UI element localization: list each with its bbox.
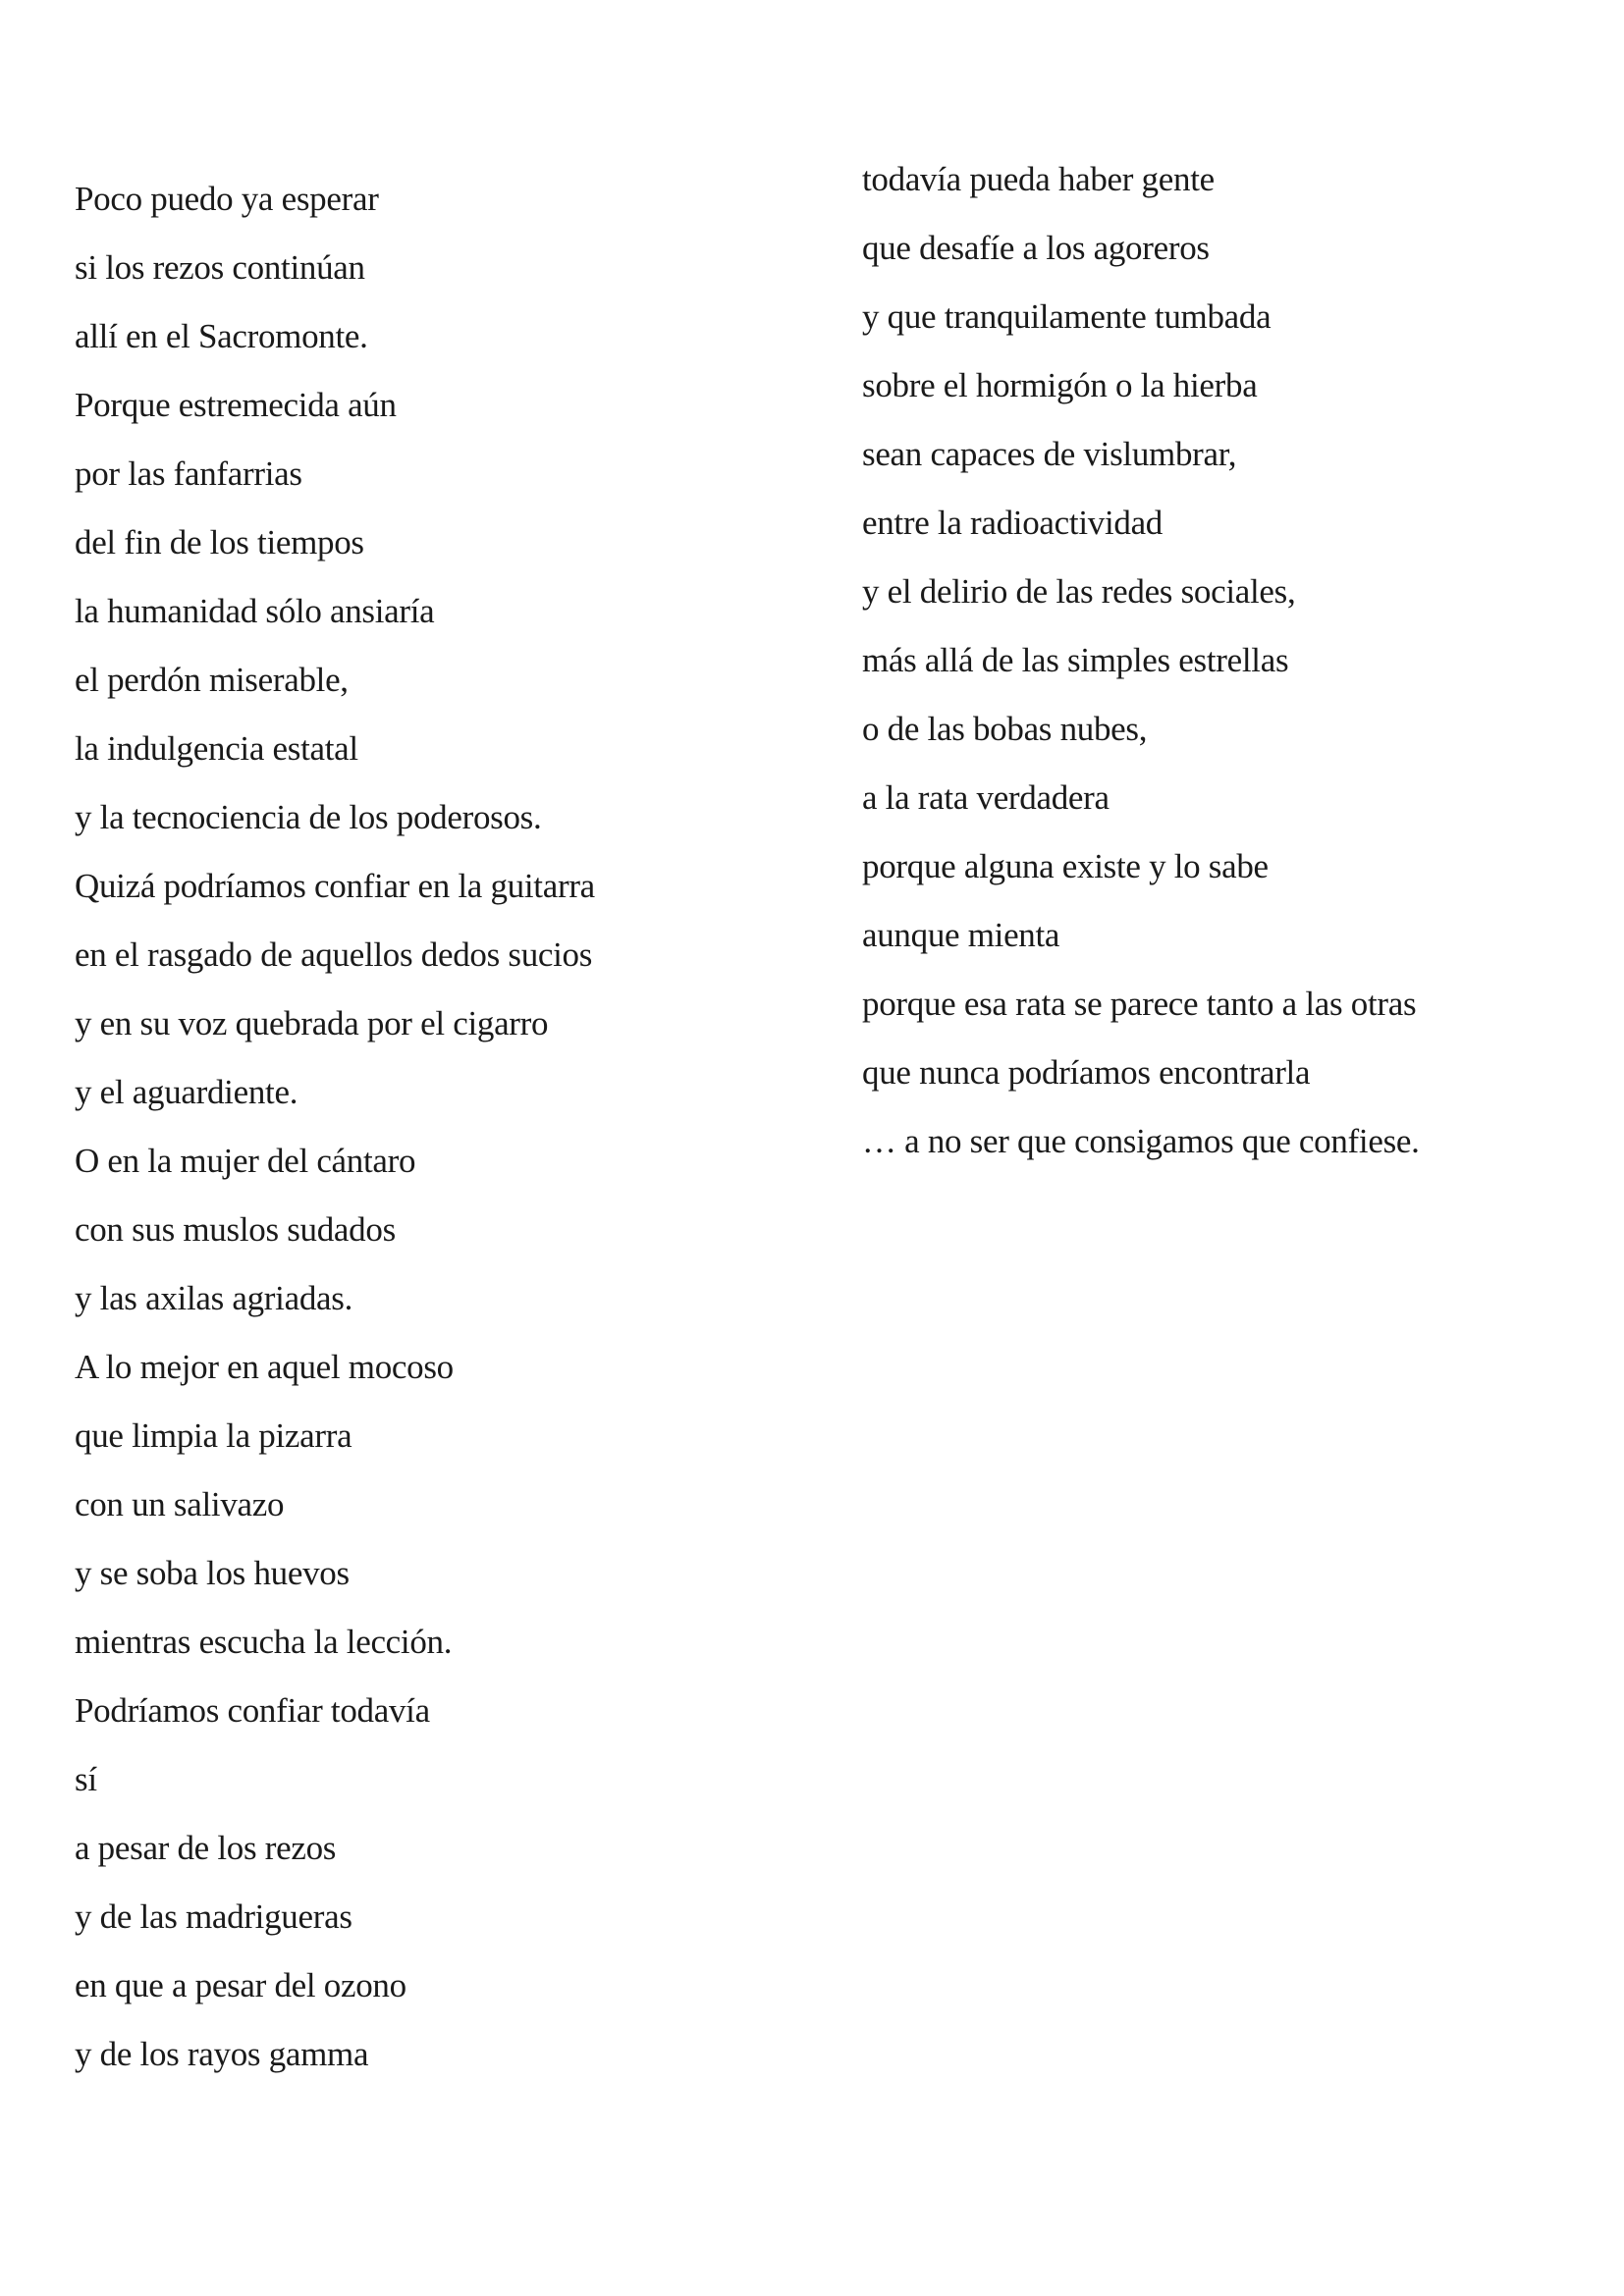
poem-line: O en la mujer del cántaro bbox=[75, 1142, 416, 1180]
poem-line: sean capaces de vislumbrar, bbox=[862, 435, 1237, 473]
poem-line: y de las madrigueras bbox=[75, 1897, 352, 1936]
poem-line: que limpia la pizarra bbox=[75, 1416, 352, 1455]
poem-line: y el delirio de las redes sociales, bbox=[862, 572, 1296, 611]
poem-line: a la rata verdadera bbox=[862, 778, 1110, 817]
poem-line: del fin de los tiempos bbox=[75, 523, 364, 561]
poem-line: todavía pueda haber gente bbox=[862, 160, 1215, 198]
poem-line: entre la radioactividad bbox=[862, 504, 1163, 542]
poem-line: sobre el hormigón o la hierba bbox=[862, 366, 1258, 404]
poem-line: y en su voz quebrada por el cigarro bbox=[75, 1004, 549, 1042]
poem-line: mientras escucha la lección. bbox=[75, 1623, 453, 1661]
poem-line: allí en el Sacromonte. bbox=[75, 317, 368, 355]
poem-line: y la tecnociencia de los poderosos. bbox=[75, 798, 542, 836]
poem-column-right bbox=[862, 145, 1420, 1176]
poem-line: y de los rayos gamma bbox=[75, 2035, 369, 2073]
poem-line: … a no ser que consigamos que confiese. bbox=[862, 1122, 1420, 1160]
poem-line: Quizá podríamos confiar en la guitarra bbox=[75, 867, 595, 905]
poem-line: que nunca podríamos encontrarla bbox=[862, 1053, 1311, 1092]
poem-line: y el aguardiente. bbox=[75, 1073, 298, 1111]
poem-line: y las axilas agriadas. bbox=[75, 1279, 353, 1317]
poem-line: con sus muslos sudados bbox=[75, 1210, 396, 1249]
poem-line: Poco puedo ya esperar bbox=[75, 180, 379, 218]
poem-line: porque alguna existe y lo sabe bbox=[862, 847, 1269, 885]
poem-line: en que a pesar del ozono bbox=[75, 1966, 406, 2004]
poem-line: Porque estremecida aún bbox=[75, 386, 397, 424]
poem-line: sí bbox=[75, 1760, 97, 1798]
poem-line: en el rasgado de aquellos dedos sucios bbox=[75, 935, 593, 974]
poem-line: aunque mienta bbox=[862, 916, 1060, 954]
poem-line: con un salivazo bbox=[75, 1485, 285, 1523]
poem-line: que desafíe a los agoreros bbox=[862, 229, 1210, 267]
poem-line: y que tranquilamente tumbada bbox=[862, 297, 1272, 336]
poem-line: más allá de las simples estrellas bbox=[862, 641, 1289, 679]
poem-column-left bbox=[75, 165, 595, 2089]
poem-line: la humanidad sólo ansiaría bbox=[75, 592, 435, 630]
poem-line: A lo mejor en aquel mocoso bbox=[75, 1348, 454, 1386]
poem-line: el perdón miserable, bbox=[75, 661, 349, 699]
poem-line: porque esa rata se parece tanto a las otras bbox=[862, 985, 1417, 1023]
poem-line: o de las bobas nubes, bbox=[862, 710, 1148, 748]
poem-line: y se soba los huevos bbox=[75, 1554, 350, 1592]
poem-line: la indulgencia estatal bbox=[75, 729, 358, 768]
poem-line: por las fanfarrias bbox=[75, 454, 302, 493]
poem-line: a pesar de los rezos bbox=[75, 1829, 337, 1867]
poem-line: si los rezos continúan bbox=[75, 248, 365, 287]
poem-line: Podríamos confiar todavía bbox=[75, 1691, 430, 1730]
